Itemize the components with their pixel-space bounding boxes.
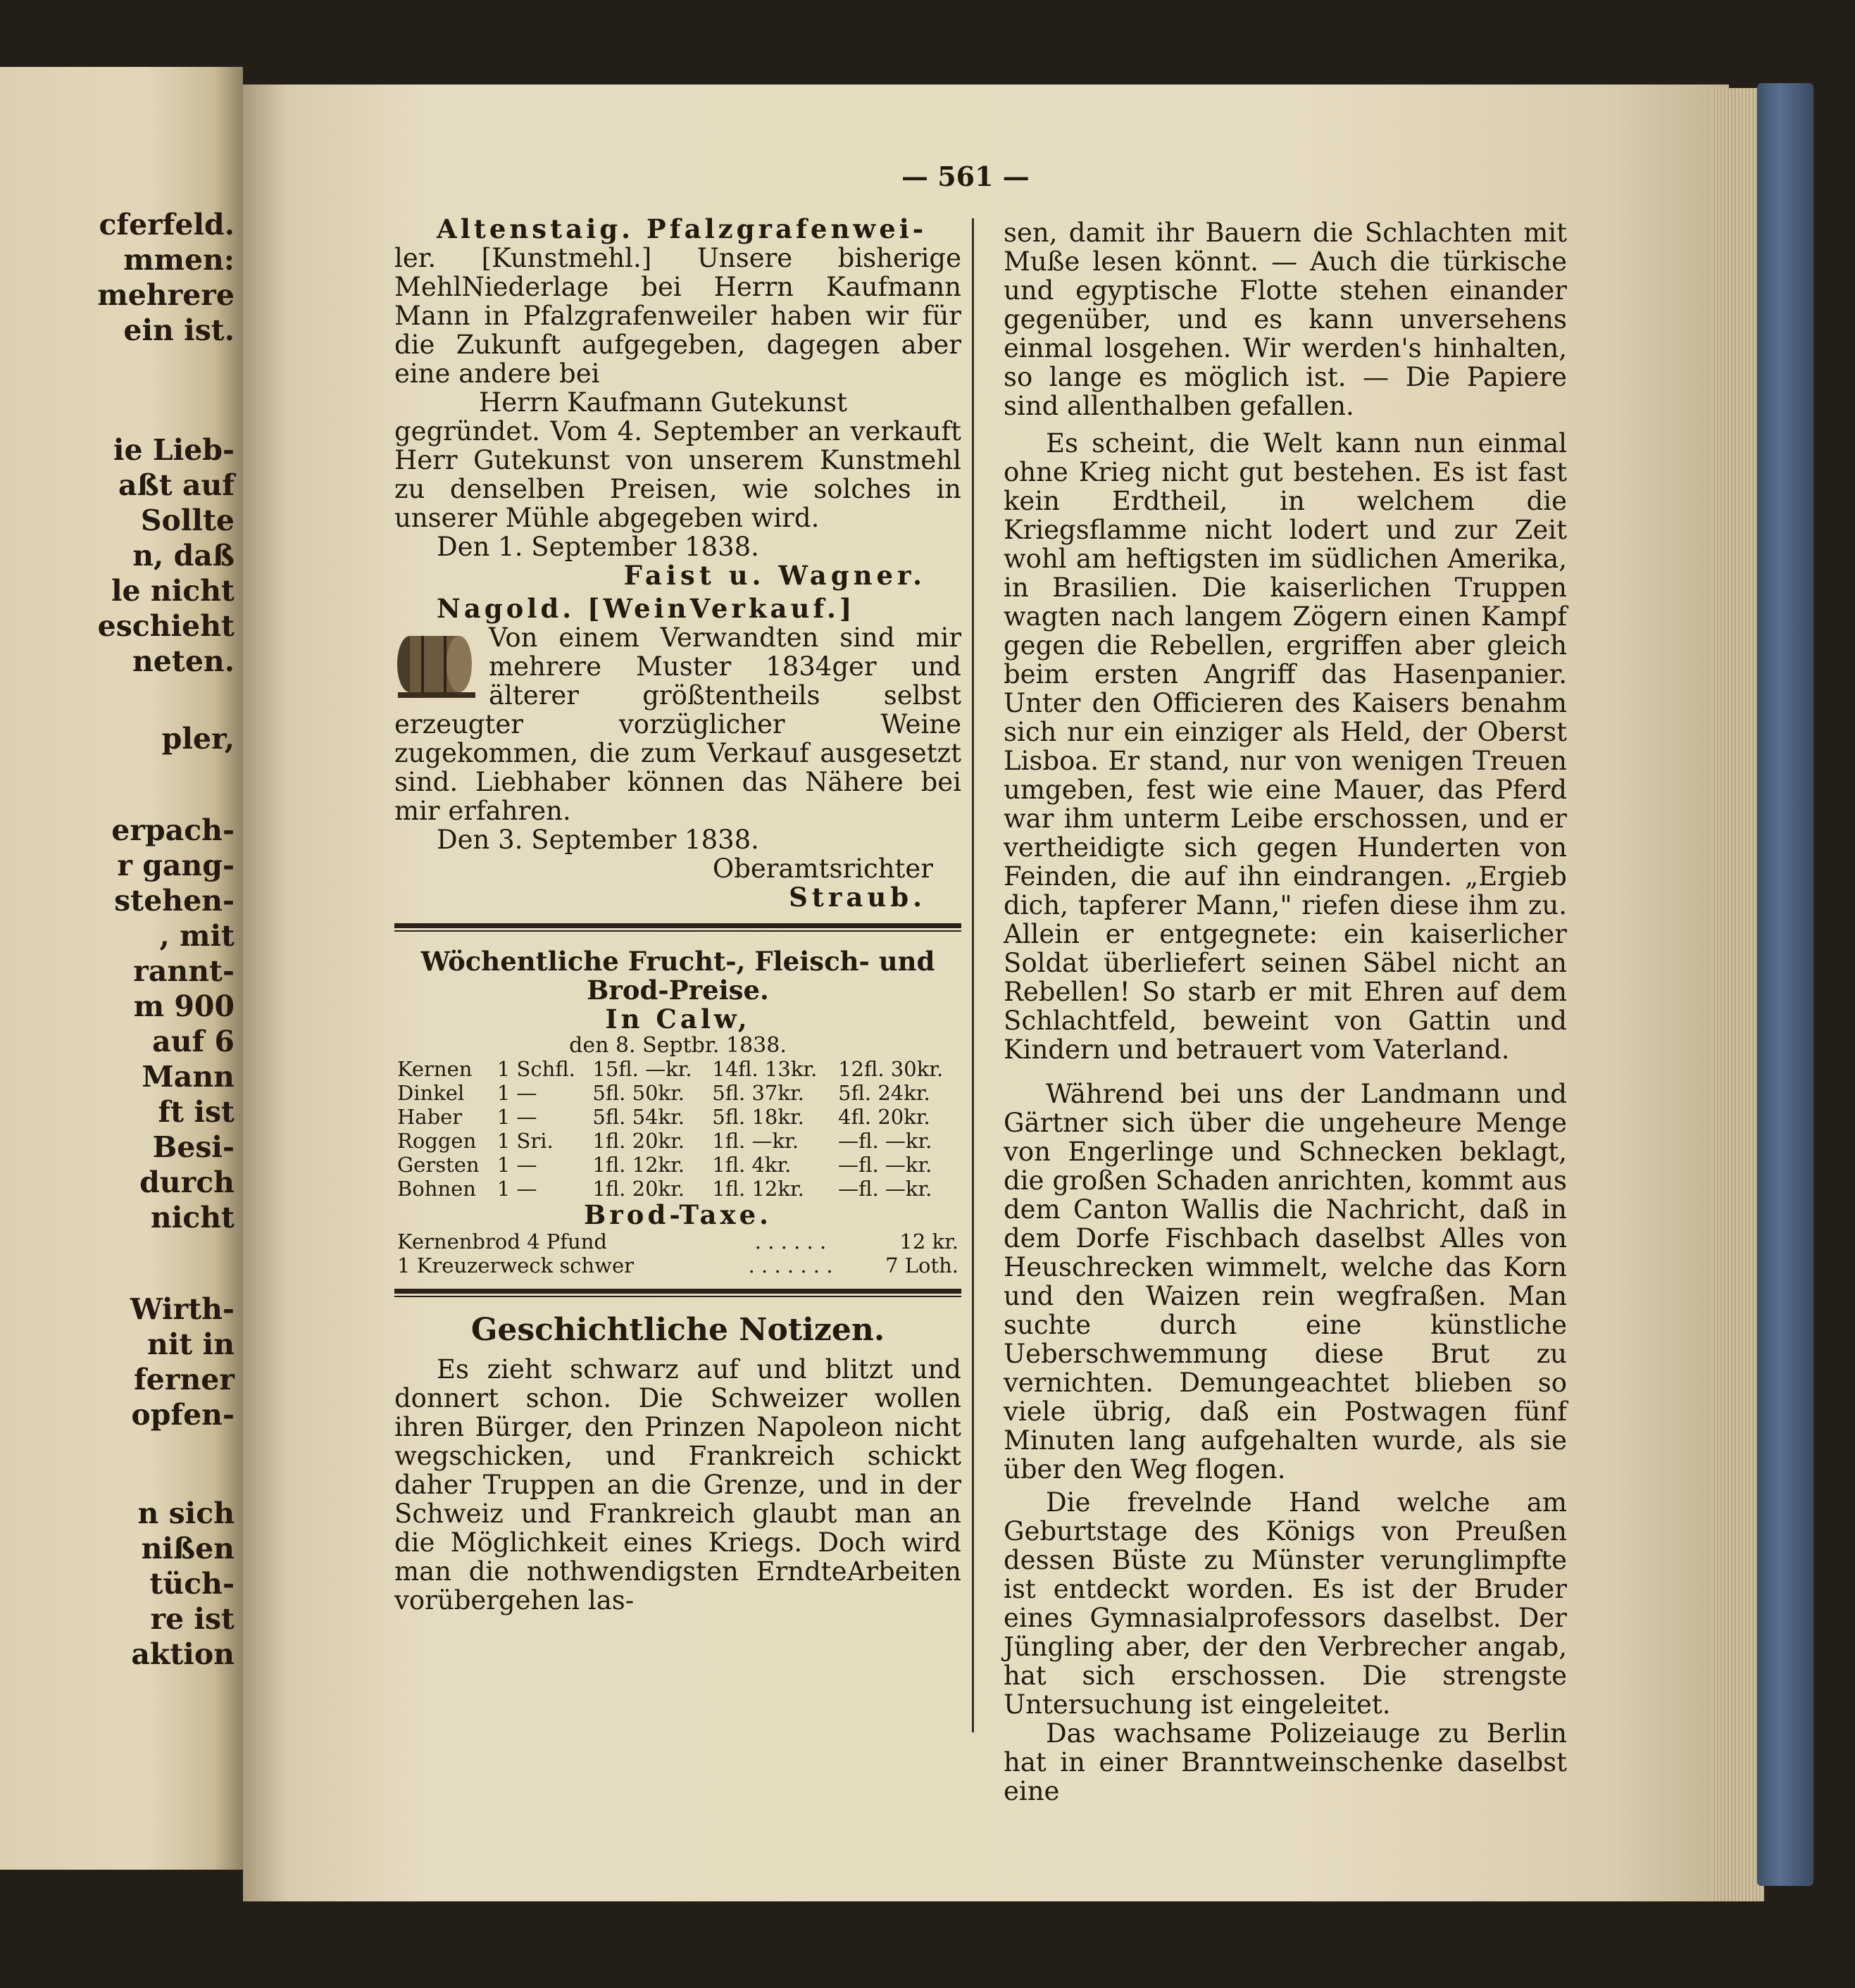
article-paragraph: Das wachsame Polizeiauge zu Berlin hat in einer Branntweinschenke daselbst eine [1004, 1718, 1567, 1806]
fragment-line: nicht [150, 1201, 235, 1234]
table-row [394, 1105, 961, 1129]
fragment-line: Wirth- [130, 1292, 235, 1326]
grain-price-table [394, 1057, 961, 1201]
price-title: Brod-Preise. [587, 975, 769, 1006]
fragment-line: tüch- [149, 1567, 235, 1601]
table-cell: 1 — [496, 1177, 537, 1201]
table-cell: 1fl. 4kr. [712, 1153, 792, 1177]
fragment-line: n sich [137, 1496, 235, 1530]
table-row [394, 1129, 961, 1153]
right-column [1004, 218, 1567, 1806]
table-cell: 1 — [496, 1081, 537, 1105]
table-cell: 5fl. 37kr. [712, 1081, 804, 1105]
announcement-signature: Faist u. Wagner. [623, 560, 926, 591]
fragment-line: n, daß [132, 539, 235, 573]
announcement-text: Von einem Verwandten sind mir mehrere Muster 1834ger und älterer größtentheils selbst erzeugter vorzüglicher Weine zugekommen, die zum Verkauf ausgesetzt sind. Liebhaber können das Nähere bei mir erfahren. [394, 623, 961, 825]
fragment-line: eschieht [97, 609, 235, 643]
table-cell: 5fl. 24kr. [838, 1081, 930, 1105]
fragment-line: mehrere [97, 278, 235, 312]
wine-barrel-icon [394, 627, 479, 705]
fragment-line: aktion [131, 1637, 235, 1671]
fragment-line: r gang- [117, 849, 235, 882]
fragment-line: erpach- [111, 813, 235, 847]
fragment-line: ft ist [158, 1095, 235, 1129]
fragment-line: aßt auf [118, 468, 235, 502]
table-cell: 12fl. 30kr. [838, 1057, 944, 1081]
table-cell: 1fl. 20kr. [592, 1129, 685, 1153]
book-binding [1757, 83, 1813, 1886]
table-cell: 15fl. —kr. [592, 1057, 692, 1081]
fragment-line: Mann [142, 1060, 235, 1094]
fragment-line: stehen- [114, 884, 235, 918]
table-cell: 1fl. 12kr. [592, 1153, 685, 1177]
table-cell: 1fl. —kr. [712, 1129, 799, 1153]
announcement-kunstmehl [394, 215, 961, 590]
price-place: In Calw, [605, 1004, 751, 1034]
fragment-line: le nicht [111, 574, 235, 608]
fragment-line: re ist [150, 1602, 235, 1636]
table-cell: 1 Schfl. [496, 1057, 575, 1081]
section-divider [394, 930, 961, 932]
fragment-line: , mit [159, 919, 235, 953]
fragment-line: nißen [141, 1532, 235, 1565]
table-cell: 1 — [496, 1153, 537, 1177]
table-cell: —fl. —kr. [838, 1177, 932, 1201]
table-cell: 1 Kreuzerweck schwer [397, 1254, 635, 1277]
article-paragraph: Es scheint, die Welt kann nun einmal ohne Krieg nicht gut bestehen. Es ist fast kein Erdtheil, in welchem die Kriegsflamme nicht lodert und zur Zeit wohl am heftigsten im südlichen Amerika, in Brasilien. Die kaiserlichen Truppen wagten nach langem Zögern einen Kampf gegen die Rebellen, ergriffen aber gleich beim ersten Angriff das Hasenpanier. Unter den Officieren des Kaisers benahm sich nur ein einziger als Held, der Oberst Lisboa. Er stand, nur von wenigen Treuen umgeben, fest wie eine Mauer, das Pferd war ihm unterm Leibe erschossen, und er vertheidigte sich gegen Hunderten von Feinden, die auf ihn eindrangen. „Ergieb dich, tapferer Mann," riefen diese ihm zu. Allein er entgegnete: ein kaiserlicher Soldat überliefert seinen Säbel nicht an Rebellen! So starb er mit Ehren auf dem Schlachtfeld, beweint von Gattin und Kindern und betrauert vom Vaterland. [1004, 428, 1567, 1065]
announcement-office: Oberamtsrichter [712, 854, 933, 884]
fragment-line: ferner [134, 1363, 235, 1396]
announcement-date: Den 1. September 1838. [437, 532, 759, 562]
previous-page-text [0, 67, 243, 1870]
article-paragraph: sen, damit ihr Bauern die Schlachten mit Muße lesen könnt. — Auch die türkische und egyptische Flotte stehen einander gegenüber, und es kann unversehens einmal losgehen. Wir werden's hinhalten, so lange es möglich ist. — Die Papiere sind allenthalben gefallen. [1004, 218, 1567, 421]
fragment-line: opfen- [131, 1398, 235, 1432]
table-row [394, 1057, 961, 1081]
table-cell: Bohnen [397, 1177, 476, 1201]
table-cell: Gersten [397, 1153, 480, 1177]
fragment-line: mmen: [123, 243, 235, 277]
table-row [394, 1177, 961, 1201]
table-cell: 14fl. 13kr. [712, 1057, 818, 1081]
table-cell: Roggen [397, 1129, 477, 1153]
fragment-line: durch [139, 1165, 235, 1199]
announcement-text: ler. [Kunstmehl.] Unsere bisherige MehlNiederlage bei Herrn Kaufmann Mann in Pfalzgrafenweiler haben wir für die Zukunft aufgegeben, dagegen aber eine andere bei [394, 243, 961, 389]
table-cell: Dinkel [397, 1081, 465, 1105]
fragment-line: nit in [147, 1327, 235, 1361]
table-cell: 1 Sri. [496, 1129, 554, 1153]
dot-leader: . . . . . . [754, 1230, 827, 1254]
column-divider [972, 218, 974, 1732]
announcement-place: Altenstaig. Pfalzgrafenwei- [437, 213, 928, 244]
table-row [394, 1081, 961, 1105]
article-paragraph: Die frevelnde Hand welche am Geburtstage des Königs von Preußen dessen Büste zu Münster verunglimpfte ist entdeckt worden. Es ist der Bruder eines Gymnasialprofessors daselbst. Der Jüngling aber, der den Verbrecher angab, hat sich erschossen. Die strengste Untersuchung ist eingeleitet. [1004, 1487, 1567, 1720]
table-cell: 7 Loth. [885, 1254, 958, 1277]
article-paragraph: Während bei uns der Landmann und Gärtner sich über die ungeheure Menge von Engerlinge und Schnecken beklagt, die großen Schaden anrichten, kommt aus dem Canton Wallis die Nachricht, daß in dem Dorfe Fischbach daselbst Alles von Heuschrecken wimmelt, welche das Korn und den Waizen rein wegfraßen. Man suchte durch eine künstliche Ueberschwemmung diese Brut zu vernichten. Demungeachtet blieben so viele übrig, daß ein Postwagen fünf Minuten lang aufgehalten wurde, als sie über den Weg flogen. [1004, 1079, 1567, 1484]
fragment-line: neten. [132, 644, 235, 678]
announcement-text: gegründet. Vom 4. September an verkauft Herr Gutekunst von unserem Kunstmehl zu denselben Preisen, wie solches in unserer Mühle abgegeben wird. [394, 416, 961, 533]
announcement-weinverkauf [394, 594, 961, 912]
fragment-line: rannt- [133, 954, 235, 988]
history-title: Geschichtliche Notizen. [470, 1312, 885, 1348]
table-cell: Kernen [397, 1057, 473, 1081]
table-cell: Kernenbrod 4 Pfund [397, 1230, 607, 1254]
table-row [394, 1230, 961, 1254]
fragment-line: m 900 [133, 989, 235, 1023]
previous-page [0, 67, 243, 1870]
fragment-line: ein ist. [123, 313, 235, 347]
table-cell: —fl. —kr. [838, 1129, 932, 1153]
table-cell: Haber [397, 1105, 463, 1129]
announcement-signature: Straub. [789, 882, 926, 913]
fragment-line: cferfeld. [99, 208, 235, 242]
table-cell: 1 — [496, 1105, 537, 1129]
bread-title: Brod-Taxe. [584, 1199, 772, 1230]
history-text: Es zieht schwarz auf und blitzt und donnert schon. Die Schweizer wollen ihren Bürger, den Prinzen Napoleon nicht wegschicken, und Frankreich schickt daher Truppen an die Grenze, und in der Schweiz und Frankreich glaubt man an die Möglichkeit eines Kriegs. Doch wird man die nothwendigsten ErndteArbeiten vorübergehen las- [394, 1354, 961, 1615]
table-row [394, 1153, 961, 1177]
table-cell: 12 kr. [899, 1230, 958, 1254]
dot-leader: . . . . . . . [748, 1254, 833, 1277]
bread-price-table [394, 1230, 961, 1277]
table-cell: 5fl. 18kr. [712, 1105, 804, 1129]
history-notes [394, 1313, 961, 1615]
left-column [394, 215, 961, 1615]
announcement-text: Herrn Kaufmann Gutekunst [479, 387, 848, 418]
fragment-line: auf 6 [152, 1025, 235, 1058]
price-date: den 8. Septbr. 1838. [569, 1033, 787, 1058]
announcement-body [394, 623, 961, 825]
price-report [394, 947, 961, 1277]
fragment-line: Sollte [140, 504, 235, 537]
section-divider [394, 923, 961, 928]
section-divider [394, 1296, 961, 1297]
table-cell: 1fl. 20kr. [592, 1177, 685, 1201]
price-title: Wöchentliche Frucht-, Fleisch- und [420, 946, 935, 977]
fragment-line: pler, [161, 722, 235, 756]
table-cell: 5fl. 54kr. [592, 1105, 685, 1129]
table-cell: 1fl. 12kr. [712, 1177, 804, 1201]
announcement-date: Den 3. September 1838. [437, 825, 759, 855]
page-edges [1711, 88, 1764, 1901]
page-number: — 561 — [901, 161, 1030, 192]
table-row [394, 1254, 961, 1277]
table-cell: 4fl. 20kr. [838, 1105, 930, 1129]
announcement-place: Nagold. [WeinVerkauf.] [437, 593, 856, 624]
table-cell: —fl. —kr. [838, 1153, 932, 1177]
table-cell: 5fl. 50kr. [592, 1081, 685, 1105]
fragment-line: Besi- [152, 1130, 235, 1164]
fragment-line: ie Lieb- [113, 433, 235, 467]
section-divider [394, 1289, 961, 1294]
